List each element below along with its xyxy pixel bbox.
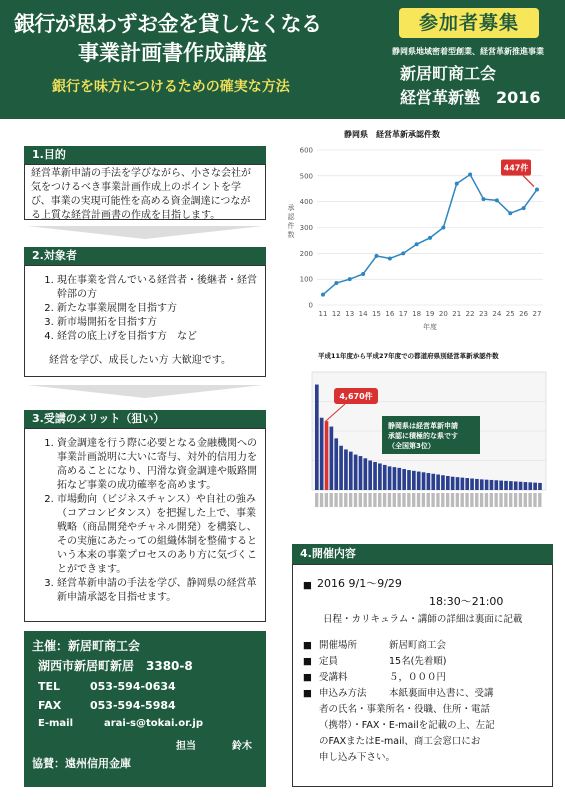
x-tick-label: [431, 493, 434, 507]
bar: [499, 481, 503, 490]
bar: [325, 421, 329, 490]
bar: [397, 468, 401, 490]
data-point: [321, 293, 325, 297]
data-point: [482, 197, 486, 201]
y-tick-label: 300: [299, 224, 313, 232]
x-tick-label: 15: [372, 310, 381, 318]
x-tick-label: 17: [398, 310, 408, 318]
apply-text-line: 申し込み下さい。: [319, 752, 396, 763]
page-subtitle: 銀行を味方につけるための確実な方法: [52, 79, 290, 95]
tel-label: TEL: [38, 680, 61, 693]
bar: [504, 481, 508, 490]
bar: [417, 472, 421, 490]
section-target-box: [24, 265, 266, 377]
schedule-note: 日程・カリキュラム・講師の詳細は裏面に記載: [323, 614, 523, 625]
x-tick-label: 22: [465, 310, 475, 318]
y-tick-label: 200: [299, 249, 313, 258]
x-tick-label: 19: [425, 310, 435, 318]
data-point: [535, 188, 539, 192]
host-label: 主催：新居町商工会: [32, 639, 141, 653]
x-tick-label: [533, 493, 536, 507]
x-tick-label: [494, 493, 497, 507]
bar: [461, 478, 465, 490]
fax-number: 053-594-5984: [90, 699, 176, 712]
apply-text-line: 本紙裏面申込書に、受講: [389, 688, 494, 699]
note-text: （全国第3位）: [388, 442, 435, 450]
bar: [441, 475, 445, 490]
bar: [431, 474, 435, 490]
data-point: [441, 226, 445, 230]
data-point: [415, 242, 419, 246]
bar-chart: [300, 362, 550, 517]
x-tick-label: [538, 493, 541, 507]
bar: [359, 456, 363, 490]
venue-value: 新居町商工会: [389, 640, 447, 651]
x-tick-label: [334, 493, 337, 507]
merit-list: [31, 437, 259, 605]
apply-text-line: （携帯）・FAX・E-mailを記載の上、左記: [319, 720, 495, 731]
bullet-icon: ■: [303, 672, 312, 683]
list-item: 3. 新市場開拓を目指す方: [57, 316, 259, 330]
bar: [519, 482, 523, 490]
x-tick-label: 11: [318, 310, 328, 318]
bar: [402, 469, 406, 490]
x-tick-label: [359, 493, 362, 507]
section-merit-box: [24, 428, 266, 622]
y-axis-label: 承: [287, 204, 295, 212]
x-tick-label: [344, 493, 347, 507]
fee-value: ５，０００円: [389, 672, 447, 683]
x-tick-label: [514, 493, 517, 507]
event-time: 18:30～21:00: [429, 595, 504, 608]
data-point: [361, 272, 365, 276]
address: 湖西市新居町新居 3380-8: [38, 659, 193, 673]
x-tick-label: [451, 493, 454, 507]
target-note: 経営を学び、成長したい方 大歓迎です。: [49, 355, 231, 366]
bar: [524, 482, 528, 490]
section-target-heading: 2.対象者: [24, 247, 266, 265]
list-item: 2. 新たな事業展開を目指す方: [57, 302, 259, 316]
bar: [528, 482, 532, 490]
bar: [373, 462, 377, 490]
data-point: [455, 182, 459, 186]
x-tick-label: [397, 493, 400, 507]
contact-box: [24, 631, 266, 787]
note-text: 静岡県は経営革新申請: [388, 422, 458, 430]
x-tick-label: 16: [385, 310, 395, 318]
data-point: [495, 198, 499, 202]
series-line: [323, 175, 537, 295]
x-tick-label: [470, 493, 473, 507]
x-tick-label: [368, 493, 371, 507]
bar: [422, 472, 426, 490]
x-tick-label: [427, 493, 430, 507]
apply-text-line: 者の氏名・事業所名・役職、住所・電話: [319, 704, 491, 715]
y-tick-label: 100: [299, 275, 313, 284]
bar: [514, 481, 518, 490]
apply-text-line: のFAXまたはE-mail、商工会窓口にお: [319, 736, 481, 747]
x-tick-label: [490, 493, 493, 507]
section-merit-heading: 3.受講のメリット（狙い）: [24, 410, 266, 428]
bar: [509, 481, 513, 490]
x-tick-label: [461, 493, 464, 507]
page-title-line2: 事業計画書作成講座: [78, 41, 267, 65]
data-point: [388, 257, 392, 261]
list-item: 3. 経営革新申請の手法を学び、静岡県の経営革新申請承認を目指せます。: [57, 577, 259, 605]
data-point: [508, 211, 512, 215]
bar: [344, 449, 348, 490]
venue-label: 開催場所: [319, 640, 358, 651]
x-tick-label: [378, 493, 381, 507]
x-tick-label: 23: [479, 310, 488, 318]
bar: [364, 458, 368, 490]
program-name: 経営革新塾 2016: [400, 88, 541, 107]
bar: [533, 483, 537, 490]
page-title-line1: 銀行が思わずお金を貸したくなる: [14, 12, 322, 36]
bar: [330, 427, 334, 490]
x-tick-label: [349, 493, 352, 507]
x-tick-label: [436, 493, 439, 507]
x-tick-label: 13: [345, 310, 355, 318]
bar: [456, 477, 460, 490]
x-tick-label: [407, 493, 410, 507]
y-tick-label: 500: [299, 172, 313, 181]
down-arrow-icon: [27, 226, 263, 239]
x-tick-label: 20: [438, 310, 448, 318]
y-tick-label: 600: [299, 146, 313, 155]
x-tick-label: 12: [331, 310, 341, 318]
purpose-body: 経営革新申請の手法を学びながら、小さな会社が気をつけるべき事業計画作成上のポイントを学び、事業の実現可能性を高める資金調達につながる上質な経営計画書の作成を目指します。: [31, 168, 251, 221]
x-tick-label: [330, 493, 333, 507]
fee-label: 受講料: [319, 672, 348, 683]
x-tick-label: [320, 493, 323, 507]
bar: [349, 452, 353, 490]
data-point: [334, 281, 338, 285]
x-tick-label: [475, 493, 478, 507]
bar: [436, 475, 440, 490]
bar: [465, 478, 469, 490]
y-tick-label: 400: [299, 198, 313, 207]
bullet-icon: ■: [303, 580, 312, 591]
x-tick-label: [383, 493, 386, 507]
x-tick-label: 25: [505, 310, 515, 318]
x-tick-label: [446, 493, 449, 507]
support-label: 協賛：遠州信用金庫: [32, 757, 131, 770]
x-tick-label: [373, 493, 376, 507]
x-tick-label: [388, 493, 391, 507]
y-tick-label: 0: [308, 301, 313, 310]
x-tick-label: [412, 493, 415, 507]
bar: [383, 465, 387, 490]
x-tick-label: 27: [532, 310, 542, 318]
list-item: 4. 経営の底上げを目指す方 など: [57, 330, 259, 344]
x-tick-label: [509, 493, 512, 507]
y-axis-label: 数: [287, 231, 295, 239]
data-point: [401, 251, 405, 255]
callout-pointer: [523, 176, 534, 187]
org-program-label: 静岡県地域密着型創業、経営革新推進事業: [392, 47, 544, 56]
bar: [320, 418, 324, 490]
callout-label: 4,670件: [339, 392, 373, 401]
section-event-box: [292, 564, 553, 787]
x-tick-label: [393, 493, 396, 507]
x-tick-label: [480, 493, 483, 507]
down-arrow-icon: [27, 385, 263, 398]
x-tick-label: [519, 493, 522, 507]
x-tick-label: [456, 493, 459, 507]
data-point: [522, 206, 526, 210]
x-tick-label: [422, 493, 425, 507]
x-tick-label: 24: [492, 310, 502, 318]
capacity-value: 15名(先着順): [389, 656, 447, 667]
bar: [412, 471, 416, 490]
bar: [388, 466, 392, 490]
section-purpose-heading: 1.目的: [24, 146, 266, 164]
line-chart-title: 静岡県 経営革新承認件数: [344, 130, 440, 139]
x-tick-label: [504, 493, 507, 507]
bar: [339, 446, 343, 490]
bar: [480, 479, 484, 490]
data-point: [348, 277, 352, 281]
x-tick-label: [354, 493, 357, 507]
bullet-icon: ■: [303, 640, 312, 651]
bar: [538, 483, 542, 490]
header-banner: [0, 0, 565, 119]
email-label: E-mail: [38, 718, 74, 729]
section-purpose-box: [24, 164, 266, 220]
bar: [315, 385, 319, 490]
bar: [490, 480, 494, 490]
fax-label: FAX: [38, 699, 62, 712]
bullet-icon: ■: [303, 688, 312, 699]
tel-number: 053-594-0634: [90, 680, 176, 693]
x-tick-label: [325, 493, 328, 507]
y-axis-label: 認: [287, 213, 295, 221]
bar: [470, 478, 474, 490]
person-name: 鈴木: [232, 741, 252, 752]
bar: [446, 476, 450, 490]
capacity-label: 定員: [319, 656, 339, 667]
x-tick-label: [499, 493, 502, 507]
list-item: 2. 市場動向（ビジネスチャンス）や自社の強み（コアコンピタンス）を把握した上で、事業戦略（商品開発やチャネル開発）を構築し、その実施にあたっての組織体制を整備するという本来の事業プロセスのあり方に気づくことができます。: [57, 493, 259, 577]
x-tick-label: [485, 493, 488, 507]
x-tick-label: [364, 493, 367, 507]
data-point: [375, 254, 379, 258]
bar: [451, 477, 455, 490]
x-tick-label: [528, 493, 531, 507]
x-tick-label: [441, 493, 444, 507]
x-tick-label: [524, 493, 527, 507]
bar: [407, 470, 411, 490]
x-tick-label: 26: [519, 310, 529, 318]
bar: [354, 455, 358, 490]
section-event-heading: 4.開催内容: [292, 544, 553, 564]
email-address[interactable]: arai-s@tokai.or.jp: [104, 718, 203, 729]
bar: [378, 463, 382, 490]
data-point: [468, 173, 472, 177]
bar: [393, 467, 397, 490]
list-item: 1. 資金調達を行う際に必要となる金融機関への事業計画説明に大いに寄与、対外的信用力を高めることになり、円滑な資金調達や販路開拓など事業の成功確率を高めます。: [57, 437, 259, 493]
x-tick-label: 14: [358, 310, 368, 318]
line-chart: [285, 140, 555, 340]
callout-label: 447件: [503, 163, 529, 173]
x-tick-label: [417, 493, 420, 507]
apply-label: 申込み方法: [319, 688, 367, 699]
x-tick-label: [402, 493, 405, 507]
person-label: 担当: [176, 741, 196, 752]
target-list: [31, 274, 259, 344]
bar: [368, 461, 372, 491]
x-tick-label: 18: [412, 310, 422, 318]
bar-chart-title: 平成11年度から平成27年度での都道府県別経営革新承認件数: [318, 352, 499, 360]
data-point: [428, 236, 432, 240]
bar: [334, 438, 338, 490]
bar: [427, 473, 431, 490]
x-tick-label: [465, 493, 468, 507]
x-tick-label: [339, 493, 342, 507]
event-date: 2016 9/1～9/29: [317, 577, 402, 590]
org-name: 新居町商工会: [400, 64, 497, 83]
bar: [475, 479, 479, 490]
recruit-badge: 参加者募集: [399, 8, 539, 38]
y-axis-label: 件: [287, 222, 295, 230]
bar: [485, 480, 489, 490]
x-tick-label: 21: [452, 310, 462, 318]
x-axis-label: 年度: [423, 323, 437, 331]
bar: [494, 480, 498, 490]
bullet-icon: ■: [303, 656, 312, 667]
list-item: 1. 現在事業を営んでいる経営者・後継者・経営幹部の方: [57, 274, 259, 302]
x-tick-label: [315, 493, 318, 507]
note-text: 承認に積極的な県です: [388, 432, 458, 440]
